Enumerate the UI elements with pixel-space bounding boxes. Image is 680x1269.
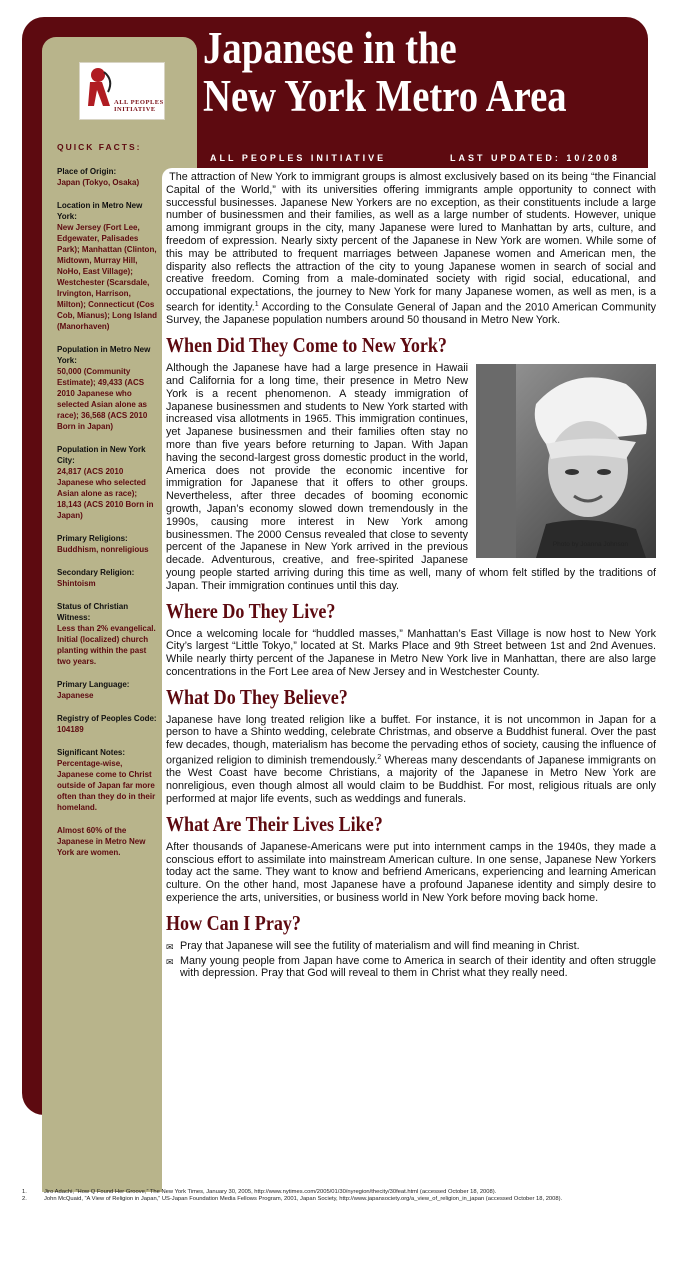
fact-registry-code: Registry of Peoples Code: 104189 [57,714,157,734]
prayer-bullet-icon: ✉ [166,956,174,967]
fact-primary-religions: Primary Religions: Buddhism, nonreligious [57,534,149,554]
believe-paragraph: Japanese have long treated religion like a buffet. For instance, it is not uncommon in Japan for a person to have a Shinto wedding, celebrate Christmas, and observe a Buddhist funeral. Over the past few decades, though, materialism has become the pervading ethos of society, causing the influence of organized religion to diminish tremendously.$^2$ Whereas many descendants of Japanese immigrants on the West Coast have become Christians, a majority of the Japanese in Metro New York are nonreligious, even though almost all would claim to be Buddhist. For most, religious rituals are only performed at major life events, such as weddings and funerals. [166,713,656,806]
logo-figure-icon [84,66,116,108]
fact-location: Location in Metro New York: New Jersey (Fort Lee, Edgewater, Palisades Park); Manhattan (Clinton, Midtown, Murray Hill, NoHo, East Village); Westchester (Scarsdale, Irvington, Harrison, Milton); Connecticut (Cos Cob, Mianus); Long Island (Manorhaven) [57,201,157,331]
fact-primary-language: Primary Language: Japanese [57,680,130,700]
logo-text: ALL PEOPLES INITIATIVE [114,99,164,113]
prayer-list [166,940,656,980]
prayer-bullet-icon: ✉ [166,941,174,952]
when-paragraph: Although the Japanese have had a large presence in Hawaii and California for a long time, their presence in Metro New York is a recent phenomenon. A steady immigration of Japanese businessmen and students to New York started with increased visa allotments in 1965. This immigration continues, yet Japanese businessmen and their families often stay no more than five years before returning to Japan. With Japan having the second-largest gross domestic product in the world, America does not provide the economic incentive for immigration for Japanese that it offers to other groups. Nevertheless, after three decades of booming economic growth, Japan’s economy slowed down tremendously in the 1990s, causing more interest in New York among businessmen. The 2000 Census revealed that close to seventy percent of the Japanese in New York arrived in the previous decade. Adventurous, creative, and free-spirited Japanese young people started arriving during this time as well, many of whom felt stifled by the traditions of Japan. Their immigration continues until this day. [166,362,656,592]
footnotes [22,1189,662,1203]
where-paragraph: Once a welcoming locale for “huddled masses,” Manhattan’s East Village is now host to New York City’s largest “Little Tokyo,” located at St. Marks Place and 9th Street between 1st and 2nd Avenues. While nearly thirty percent of the Japanese in Metro New York live in Manhattan, there are also large concentrations in the Fort Lee area of New Jersey and in Westchester County. [166,627,656,678]
heading-lives: What Are Their Lives Like? [166,811,383,836]
fact-secondary-religion: Secondary Religion: Shintoism [57,568,135,588]
org-label: ALL PEOPLES INITIATIVE [210,153,387,163]
heading-where: Where Do They Live? [166,598,336,623]
photo [476,364,656,558]
quick-facts-title: QUICK FACTS: [57,142,142,152]
fact-christian-witness: Status of Christian Witness: Less than 2% evangelical. Initial (localized) church planting within the past two years. [57,602,156,666]
logo [79,62,165,120]
main-content [166,171,656,982]
lives-paragraph: After thousands of Japanese-Americans were put into internment camps in the 1940s, they made a conscious effort to assimilate into mainstream American culture. In one sense, Japanese New Yorkers today act the same. They want to know and befriend Americans, experiencing and learning American culture. On the other hand, most Japanese have a profound Japanese identity and simply desire to experience the arts, universities, or business world in New York before moving back home. [166,840,656,905]
last-updated: LAST UPDATED: 10/2008 [450,153,620,163]
portrait-photo [476,364,656,558]
fact-population-nyc: Population in New York City: 24,817 (ACS 2010 Japanese who selected Asian alone as race); 18,143 (ACS 2010 Born in Japan) [57,445,154,520]
fact-extra-note: Almost 60% of the Japanese in Metro New York are women. [57,826,146,857]
footnote: 1. Jiro Adachi, “How Q Found Her Groove,” The New York Times, January 30, 2005, http://www.nytimes.com/2005/01/30/nyregion/thecity/30feat.html (accessed October 18, 2008). [22,1189,497,1195]
list-item: ✉ Pray that Japanese will see the futility of materialism and will find meaning in Christ. [166,939,580,952]
fact-population-metro: Population in Metro New York: 50,000 (Community Estimate); 49,433 (ACS 2010 Japanese who selected Asian alone as race); 36,568 (ACS 2010 Born in Japan) [57,345,151,431]
list-item: ✉ Many young people from Japan have come to America in search of their identity and often struggle with depression. Pray that God will reveal to them in Christ what they really need. [166,954,656,980]
fact-significant-notes: Significant Notes: Percentage-wise, Japanese come to Christ outside of Japan far more often than they do in their homeland. [57,748,156,812]
fact-origin: Place of Origin: Japan (Tokyo, Osaka) [57,167,140,187]
heading-pray: How Can I Pray? [166,910,301,935]
footnote: 2. John McQuaid, “A View of Religion in Japan,” US-Japan Foundation Media Fellows Program, 2001, Japan Society, http://www.japansociety.org/a_view_of_religion_in_japan (accessed October 18, 2008). [22,1196,563,1202]
page-title: Japanese in the New York Metro Area [203,23,567,121]
quick-facts [57,142,157,870]
heading-when: When Did They Come to New York? [166,333,447,358]
intro-paragraph: The attraction of New York to immigrant groups is almost exclusively based on its being “the Financial Capital of the World,” with its universities offering immigrants ample opportunity to connect with successful businesses. Japanese New Yorkers are no exception, as their constituents include a large number of businessmen and their families, as well as a large number of students. However, unique among immigrant groups in the city, many Japanese were lured to Manhattan by arts, culture, and freedom of expression. Nearly sixty percent of the Japanese in New York are women. While some of this may be attributed to frequent marriages between Japanese women and American men, the disparity also reflects the attraction of the city to young Japanese women in search of social and creative freedom. Coming from a male-dominated society with rigid social, educational, and occupational expectations, the journey to New York for many Japanese women, as well as men, is a search for identity.$^1$ According to the Consulate General of Japan and the 2010 American Community Survey, the Japanese population numbers around 50 thousand in Metro New York. [166,171,657,327]
photo-credit: Photo by Joanna Johnson [552,541,628,549]
heading-believe: What Do They Believe? [166,684,348,709]
